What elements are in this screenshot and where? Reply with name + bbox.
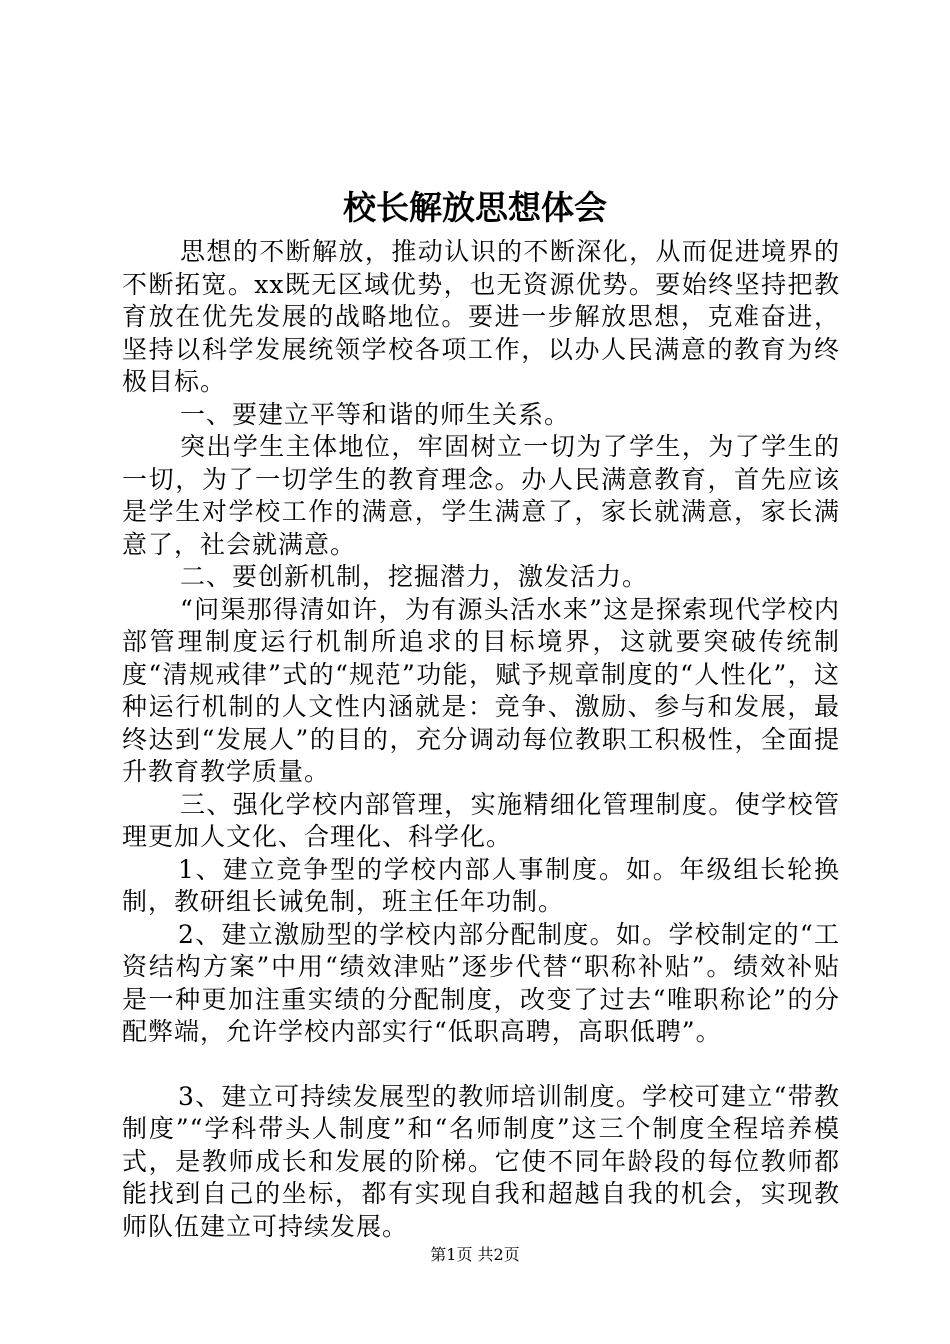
page-number-footer: 第1页 共2页 <box>430 1245 520 1264</box>
paragraph-section-2: “问渠那得清如许，为有源头活水来”这是探索现代学校内部管理制度运行机制所追求的目标境界，这就要突破传统制度“清规戒律”式的“规范”功能，赋予规章制度的“人性化”，这种运行机制的人文性内涵就是：竞争、激励、参与和发展，最终达到“发展人”的目的，充分调动每位教职工积极性，全面提升教育教学质量。 <box>122 594 840 786</box>
document-body <box>122 236 840 1243</box>
list-item-1: 1、建立竞争型的学校内部人事制度。如。年级组长轮换制，教研组长诫免制，班主任年功制。 <box>122 854 840 916</box>
document-title: 校长解放思想体会 <box>343 188 607 227</box>
paragraph-intro: 思想的不断解放，推动认识的不断深化，从而促进境界的不断拓宽。xx既无区域优势，也无资源优势。要始终坚持把教育放在优先发展的战略地位。要进一步解放思想，克难奋进，坚持以科学发展统领学校各项工作，以办人民满意的教育为终极目标。 <box>122 237 840 396</box>
list-item-3: 3、建立可持续发展型的教师培训制度。学校可建立“带教制度”“学科带头人制度”和“名师制度”这三个制度全程培养模式，是教师成长和发展的阶梯。它使不同年龄段的每位教师都能找到自己的坐标，都有实现自我和超越自我的机会，实现教师队伍建立可持续发展。 <box>122 1081 840 1241</box>
section-heading-1: 一、要建立平等和谐的师生关系。 <box>180 399 571 429</box>
paragraph-section-1: 突出学生主体地位，牢固树立一切为了学生，为了学生的一切，为了一切学生的教育理念。办人民满意教育，首先应该是学生对学校工作的满意，学生满意了，家长就满意，家长满意了，社会就满意。 <box>122 432 840 559</box>
list-item-2: 2、建立激励型的学校内部分配制度。如。学校制定的“工资结构方案”中用“绩效津贴”逐步代替“职称补贴”。绩效补贴是一种更加注重实绩的分配制度，改变了过去“唯职称论”的分配弊端，允许学校内部实行“低职高聘，高职低聘”。 <box>122 919 840 1046</box>
section-heading-2: 二、要创新机制，挖掘潜力，激发活力。 <box>180 562 649 591</box>
section-heading-3: 三、强化学校内部管理，实施精细化管理制度。使学校管理更加人文化、合理化、科学化。 <box>122 789 840 851</box>
